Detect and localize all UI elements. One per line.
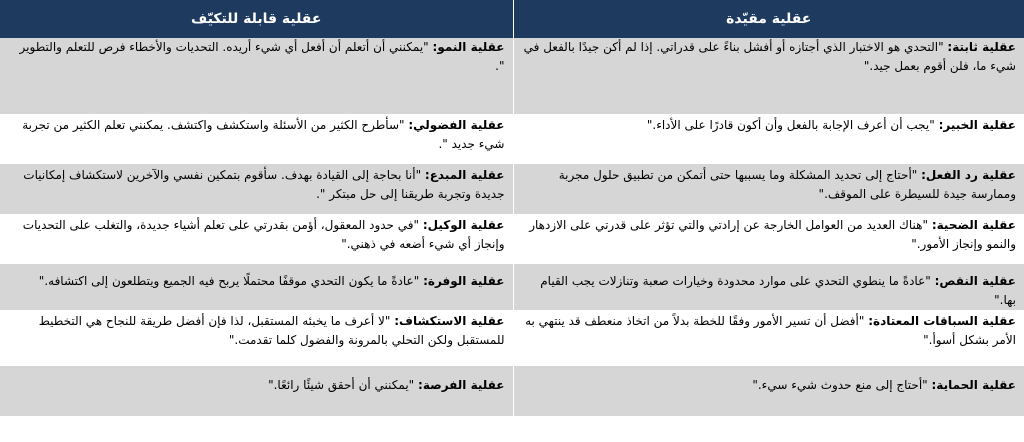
- mindset-quote: "يجب أن أعرف الإجابة بالفعل وأن أكون قادرًا على الأداء.": [646, 118, 939, 132]
- mindset-quote: "أفضل أن تسير الأمور وفقًا للخطة بدلاً من اتخاذ منعطف قد ينتهي به الأمر بشكل أسوأ.": [525, 314, 1016, 347]
- fixed-mindset-cell: [513, 214, 1024, 264]
- header-adaptive-mindset: عقلية قابلة للتكيّف: [0, 0, 513, 38]
- adaptive-mindset-cell: [0, 164, 513, 214]
- mindset-quote: "هناك العديد من العوامل الخارجة عن إرادتي والتي تؤثر على قدرتي على الازدهار والنمو وإنجاز الأمور.": [529, 218, 1016, 251]
- fixed-mindset-cell: [513, 164, 1024, 214]
- mindset-term: عقلية الخبير:: [938, 118, 1016, 132]
- mindset-quote: "يمكنني أن أتعلم أن أفعل أي شيء أريده. التحديات والأخطاء فرص للتعلم والتطوير ".: [19, 40, 505, 73]
- table-row: [0, 264, 1024, 310]
- adaptive-mindset-cell: [0, 366, 513, 416]
- header-fixed-mindset: عقلية مقيّدة: [513, 0, 1024, 38]
- table-row: [0, 38, 1024, 114]
- mindset-term: عقلية النقص:: [934, 274, 1016, 288]
- mindset-term: عقلية النمو:: [432, 40, 505, 54]
- mindset-term: عقلية الاستكشاف:: [394, 314, 505, 328]
- mindset-quote: "يمكنني أن أحقق شيئًا رائعًا.": [268, 378, 419, 392]
- mindset-quote: "في حدود المعقول، أؤمن بقدرتي على تعلم أشياء جديدة، والتغلب على التحديات وإنجاز أي شيء أضعه في ذهني.": [22, 218, 505, 251]
- mindset-term: عقلية الفضولي:: [408, 118, 505, 132]
- fixed-mindset-cell: [513, 366, 1024, 416]
- table-row: [0, 366, 1024, 416]
- mindset-term: عقلية الفرصة:: [418, 378, 505, 392]
- table-header-row: [0, 0, 1024, 38]
- mindset-term: عقلية السباقات المعتادة:: [868, 314, 1016, 328]
- fixed-mindset-cell: [513, 38, 1024, 114]
- mindset-quote: "لا أعرف ما يخبئه المستقبل، لذا فإن أفضل طريقة للنجاح هي التخطيط للمستقبل ولكن التحلي بالمرونة والفضول كلما تقدمت.": [38, 314, 505, 347]
- table-row: [0, 214, 1024, 264]
- mindset-term: عقلية ثابتة:: [947, 40, 1016, 54]
- adaptive-mindset-cell: [0, 214, 513, 264]
- mindset-term: عقلية الوفرة:: [423, 274, 505, 288]
- mindset-term: عقلية المبدع:: [424, 168, 505, 182]
- adaptive-mindset-cell: [0, 264, 513, 310]
- fixed-mindset-cell: [513, 264, 1024, 310]
- mindset-quote: "أحتاج إلى تحديد المشكلة وما يسببها حتى أتمكن من تطبيق حلول مجربة وممارسة جيدة للسيطرة على الموقف.": [558, 168, 1016, 201]
- table-row: [0, 164, 1024, 214]
- table-row: [0, 310, 1024, 366]
- mindset-term: عقلية الحماية:: [931, 378, 1016, 392]
- fixed-mindset-cell: [513, 114, 1024, 164]
- mindset-quote: "عادةً ما يكون التحدي موقفًا محتملًا يربح فيه الجميع ويتطلعون إلى اكتشافه.": [38, 274, 424, 288]
- adaptive-mindset-cell: [0, 114, 513, 164]
- mindset-quote: "أنا بحاجة إلى القيادة بهدف. سأقوم بتمكين نفسي والآخرين لاستكشاف إمكانيات جديدة وتجربة طريقنا إلى حل مبتكر ".: [23, 168, 505, 201]
- fixed-mindset-cell: [513, 310, 1024, 366]
- mindset-quote: "سأطرح الكثير من الأسئلة واستكشف واكتشف. يمكنني تعلم الكثير من تجربة شيء جديد ".: [22, 118, 505, 151]
- adaptive-mindset-cell: [0, 310, 513, 366]
- table-row: [0, 114, 1024, 164]
- mindset-term: عقلية الضحية:: [931, 218, 1016, 232]
- mindset-quote: "أحتاج إلى منع حدوث شيء سيء.": [752, 378, 932, 392]
- mindset-quote: "التحدي هو الاختبار الذي أجتازه أو أفشل بناءً على قدراتي. إذا لم أكن جيدًا بالفعل في شيء ما، فلن أقوم بعمل جيد.": [523, 40, 1016, 73]
- mindset-quote: "عادةً ما ينطوي التحدي على موارد محدودة وخيارات صعبة وتنازلات يجب القيام بها.": [540, 274, 1016, 307]
- mindset-term: عقلية الوكيل:: [422, 218, 505, 232]
- mindset-term: عقلية رد الفعل:: [921, 168, 1016, 182]
- adaptive-mindset-cell: [0, 38, 513, 114]
